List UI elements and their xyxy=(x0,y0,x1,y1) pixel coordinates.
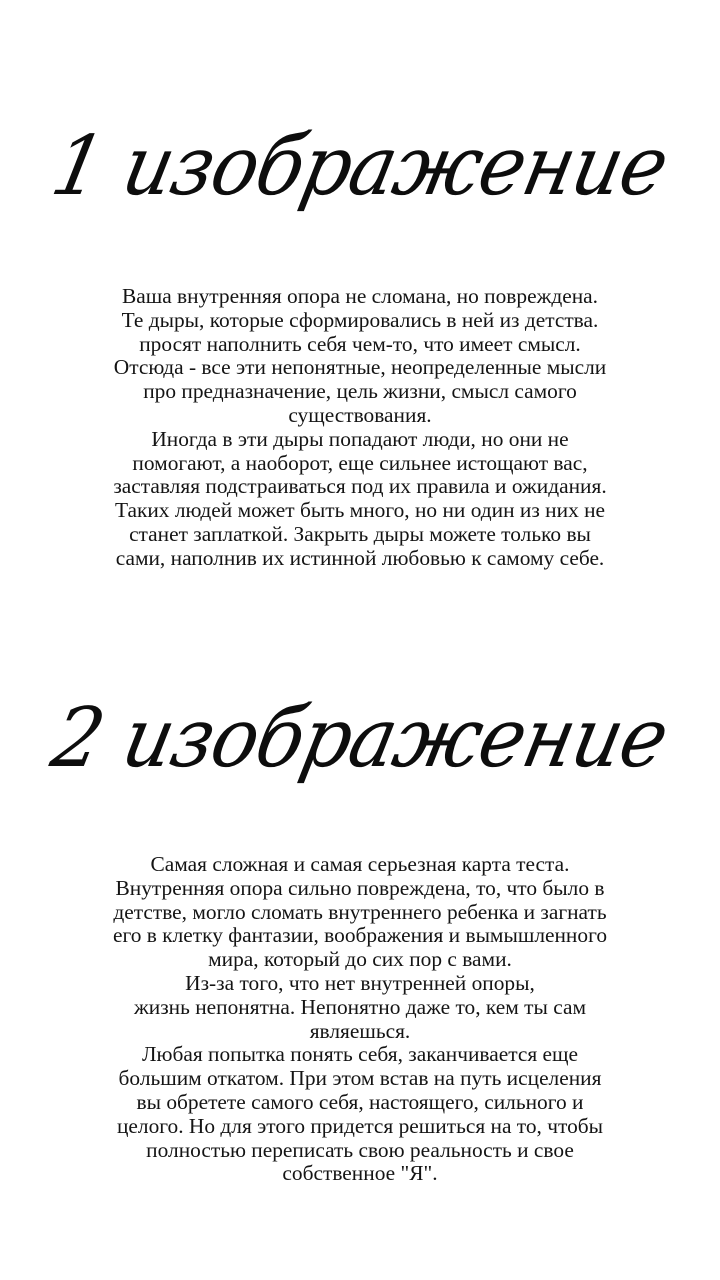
section-1-line: заставляя подстраиваться под их правила и ожидания. xyxy=(113,474,607,499)
section-2-text xyxy=(50,853,670,1186)
section-1-line: просят наполнить себя чем-то, что имеет смысл. xyxy=(139,331,581,356)
section-2-line: Внутренняя опора сильно повреждена, то, что было в xyxy=(115,875,605,900)
section-2-line: являешься. xyxy=(309,1018,411,1043)
section-1-line: Таких людей может быть много, но ни один из них не xyxy=(114,498,606,523)
section-2-heading: 2 изображение xyxy=(44,689,677,786)
section-2-line: собственное "Я". xyxy=(282,1161,438,1186)
section-2-line: детстве, могло сломать внутреннего ребенка и загнать xyxy=(113,899,607,924)
section-2-line: целого. Но для этого придется решиться на то, чтобы xyxy=(116,1113,604,1138)
section-1-line: существования. xyxy=(288,402,432,427)
section-2-line: полностью переписать свою реальность и свое xyxy=(146,1137,574,1162)
section-1-text xyxy=(50,285,670,571)
section-1-line: помогают, а наоборот, еще сильнее истощают вас, xyxy=(132,450,588,475)
section-2-line: большим откатом. При этом встав на путь исцеления xyxy=(118,1066,602,1091)
section-2-line: Самая сложная и самая серьезная карта теста. xyxy=(150,852,570,876)
section-1-line: Ваша внутренняя опора не сломана, но повреждена. xyxy=(121,284,599,308)
section-1-line: Иногда в эти дыры попадают люди, но они не xyxy=(151,426,569,451)
section-2-line: вы обретете самого себя, настоящего, сильного и xyxy=(136,1089,584,1114)
section-2-line: его в клетку фантазии, воображения и вымышленного xyxy=(112,923,608,948)
section-1-line: Отсюда - все эти непонятные, неопределенные мысли xyxy=(113,355,607,380)
section-2-line: мира, который до сих пор с вами. xyxy=(208,947,512,972)
section-2-line: Из-за того, что нет внутренней опоры, xyxy=(185,970,535,995)
section-1-line: про предназначение, цель жизни, смысл самого xyxy=(143,379,577,404)
section-1-heading: 1 изображение xyxy=(44,117,677,214)
section-1-line: станет заплаткой. Закрыть дыры можете только вы xyxy=(129,521,591,546)
section-2-line: жизнь непонятна. Непонятно даже то, кем ты сам xyxy=(133,994,587,1019)
section-1-line: Те дыры, которые сформировались в ней из детства. xyxy=(121,307,599,332)
section-2-line: Любая попытка понять себя, заканчивается еще xyxy=(141,1042,578,1067)
section-1-line: сами, наполнив их истинной любовью к самому себе. xyxy=(115,545,605,570)
